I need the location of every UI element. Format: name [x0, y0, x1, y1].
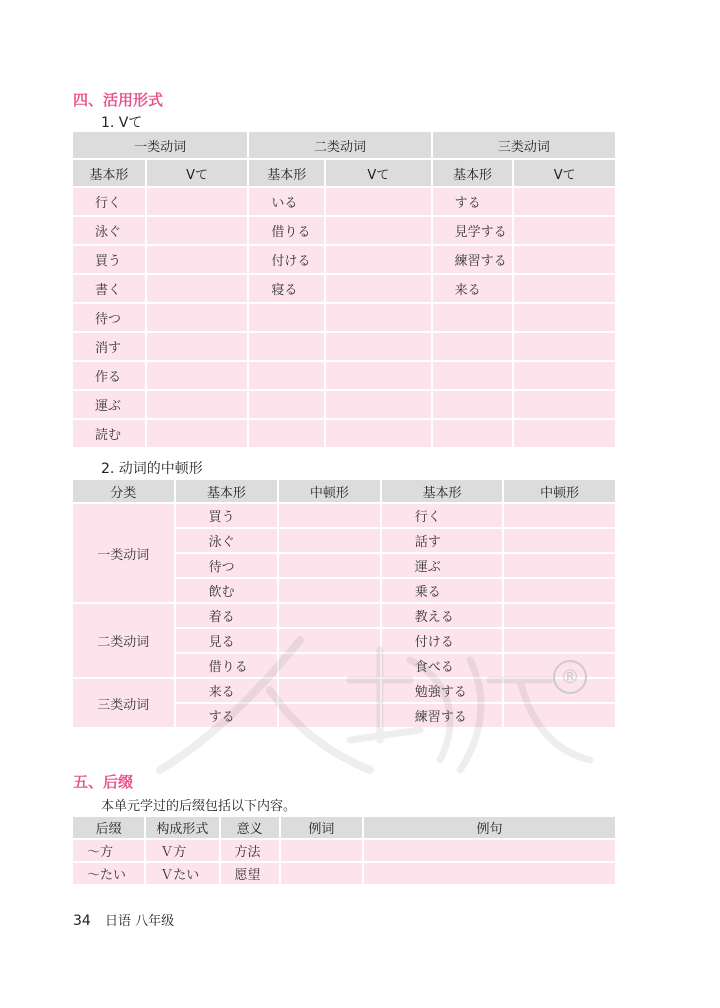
table-row — [73, 420, 615, 447]
continuative-form-table — [71, 478, 617, 729]
base-form-cell: 練習する — [433, 246, 513, 273]
continuative-answer-cell — [504, 554, 615, 577]
base-form-cell — [249, 304, 324, 331]
base-form-cell — [433, 362, 513, 389]
base-form-cell: 着る — [176, 604, 278, 627]
continuative-answer-cell — [279, 504, 380, 527]
base-form-cell: 運ぶ — [382, 554, 503, 577]
base-form-cell: 消す — [73, 333, 145, 360]
te-form-answer-cell — [326, 217, 431, 244]
te-form-answer-cell — [326, 362, 431, 389]
registered-mark: ® — [553, 660, 587, 694]
te-form-answer-cell — [147, 362, 248, 389]
table-row — [73, 840, 615, 861]
base-form-cell: 来る — [433, 275, 513, 302]
suffix-intro-text: 本单元学过的后缀包括以下内容。 — [101, 799, 297, 814]
base-form-cell: 行く — [73, 188, 145, 215]
column-header: 中顿形 — [279, 480, 380, 502]
te-form-answer-cell — [326, 333, 431, 360]
continuative-answer-cell — [279, 579, 380, 602]
column-header: 构成形式 — [146, 817, 218, 838]
base-form-cell: 書く — [73, 275, 145, 302]
te-form-answer-cell — [147, 391, 248, 418]
suffix-cell: ～方 — [73, 840, 144, 861]
base-form-cell: いる — [249, 188, 324, 215]
base-form-cell: 待つ — [73, 304, 145, 331]
base-form-cell: 乗る — [382, 579, 503, 602]
te-form-answer-cell — [514, 362, 615, 389]
continuative-answer-cell — [504, 504, 615, 527]
column-header: Vて — [147, 160, 248, 186]
table-row — [73, 304, 615, 331]
base-form-cell: 借りる — [249, 217, 324, 244]
base-form-cell — [249, 420, 324, 447]
table-row — [73, 246, 615, 273]
base-form-cell: する — [176, 704, 278, 727]
continuative-answer-cell — [504, 579, 615, 602]
column-header: 基本形 — [249, 160, 324, 186]
continuative-answer-cell — [504, 629, 615, 652]
te-form-answer-cell — [514, 275, 615, 302]
form-cell: Ｖ方 — [146, 840, 218, 861]
suffix-cell: ～たい — [73, 863, 144, 884]
continuative-answer-cell — [279, 554, 380, 577]
base-form-cell — [433, 391, 513, 418]
table-row — [73, 863, 615, 884]
base-form-cell — [433, 420, 513, 447]
example-word-cell — [281, 863, 362, 884]
example-word-cell — [281, 840, 362, 861]
base-form-cell: 買う — [73, 246, 145, 273]
continuative-answer-cell — [279, 679, 380, 702]
base-form-cell — [433, 333, 513, 360]
example-sentence-cell — [364, 863, 615, 884]
base-form-cell: 見る — [176, 629, 278, 652]
base-form-cell — [249, 333, 324, 360]
base-form-cell: 来る — [176, 679, 278, 702]
column-header: 基本形 — [433, 160, 513, 186]
base-form-cell: 付ける — [382, 629, 503, 652]
te-form-answer-cell — [514, 391, 615, 418]
column-header: 基本形 — [73, 160, 145, 186]
table-row — [73, 604, 615, 627]
table-row — [73, 362, 615, 389]
continuative-answer-cell — [279, 529, 380, 552]
base-form-cell: 待つ — [176, 554, 278, 577]
continuative-answer-cell — [279, 629, 380, 652]
column-header: Vて — [514, 160, 615, 186]
base-form-cell: 行く — [382, 504, 503, 527]
te-form-answer-cell — [514, 420, 615, 447]
base-form-cell: 練習する — [382, 704, 503, 727]
base-form-cell: 寝る — [249, 275, 324, 302]
base-form-cell: 教える — [382, 604, 503, 627]
base-form-cell: 泳ぐ — [73, 217, 145, 244]
continuative-answer-cell — [279, 704, 380, 727]
meaning-cell: 方法 — [221, 840, 279, 861]
te-form-answer-cell — [326, 246, 431, 273]
base-form-cell: 見学する — [433, 217, 513, 244]
group-header: 二类动词 — [249, 132, 430, 158]
column-header: Vて — [326, 160, 431, 186]
te-form-answer-cell — [326, 420, 431, 447]
base-form-cell — [249, 391, 324, 418]
continuative-answer-cell — [504, 529, 615, 552]
subsection-title-continuative-form: 2. 动词的中顿形 — [101, 461, 203, 477]
te-form-answer-cell — [147, 188, 248, 215]
te-form-answer-cell — [147, 333, 248, 360]
table-row — [73, 217, 615, 244]
base-form-cell: する — [433, 188, 513, 215]
table-row — [73, 391, 615, 418]
column-header: 例句 — [364, 817, 615, 838]
te-form-answer-cell — [514, 333, 615, 360]
column-header: 基本形 — [176, 480, 278, 502]
column-header: 基本形 — [382, 480, 503, 502]
verb-class-cell: 二类动词 — [73, 604, 174, 677]
section-title-inflection: 四、活用形式 — [73, 91, 164, 109]
column-header: 中顿形 — [504, 480, 615, 502]
verb-class-cell: 三类动词 — [73, 679, 174, 727]
base-form-cell: 買う — [176, 504, 278, 527]
base-form-cell: 話す — [382, 529, 503, 552]
base-form-cell: 泳ぐ — [176, 529, 278, 552]
column-header: 意义 — [221, 817, 279, 838]
table-row — [73, 333, 615, 360]
form-cell: Ｖたい — [146, 863, 218, 884]
te-form-answer-cell — [326, 275, 431, 302]
table-row — [73, 679, 615, 702]
te-form-answer-cell — [147, 304, 248, 331]
meaning-cell: 愿望 — [221, 863, 279, 884]
base-form-cell: 飲む — [176, 579, 278, 602]
base-form-cell: 読む — [73, 420, 145, 447]
continuative-answer-cell — [279, 604, 380, 627]
column-header: 后缀 — [73, 817, 144, 838]
table-row — [73, 188, 615, 215]
continuative-answer-cell — [504, 604, 615, 627]
page-number: 34 — [73, 913, 91, 929]
group-header: 一类动词 — [73, 132, 247, 158]
te-form-answer-cell — [514, 188, 615, 215]
base-form-cell: 運ぶ — [73, 391, 145, 418]
te-form-answer-cell — [326, 391, 431, 418]
table-row — [73, 504, 615, 527]
example-sentence-cell — [364, 840, 615, 861]
column-header: 分类 — [73, 480, 174, 502]
column-header: 例词 — [281, 817, 362, 838]
te-form-answer-cell — [514, 217, 615, 244]
te-form-answer-cell — [147, 420, 248, 447]
te-form-table — [71, 130, 617, 449]
te-form-answer-cell — [326, 304, 431, 331]
base-form-cell — [433, 304, 513, 331]
base-form-cell: 付ける — [249, 246, 324, 273]
te-form-answer-cell — [514, 246, 615, 273]
table-row — [73, 275, 615, 302]
base-form-cell: 勉強する — [382, 679, 503, 702]
subsection-title-te-form: 1. Vて — [101, 115, 143, 131]
te-form-answer-cell — [147, 275, 248, 302]
te-form-answer-cell — [514, 304, 615, 331]
base-form-cell: 借りる — [176, 654, 278, 677]
group-header: 三类动词 — [433, 132, 615, 158]
base-form-cell: 作る — [73, 362, 145, 389]
base-form-cell — [249, 362, 324, 389]
verb-class-cell: 一类动词 — [73, 504, 174, 602]
te-form-answer-cell — [147, 217, 248, 244]
suffix-table — [71, 815, 617, 886]
te-form-answer-cell — [147, 246, 248, 273]
continuative-answer-cell — [504, 704, 615, 727]
te-form-answer-cell — [326, 188, 431, 215]
continuative-answer-cell — [279, 654, 380, 677]
section-title-suffix: 五、后缀 — [73, 773, 134, 791]
page-footer — [73, 910, 174, 929]
base-form-cell: 食べる — [382, 654, 503, 677]
book-title: 日语 八年级 — [104, 914, 175, 929]
